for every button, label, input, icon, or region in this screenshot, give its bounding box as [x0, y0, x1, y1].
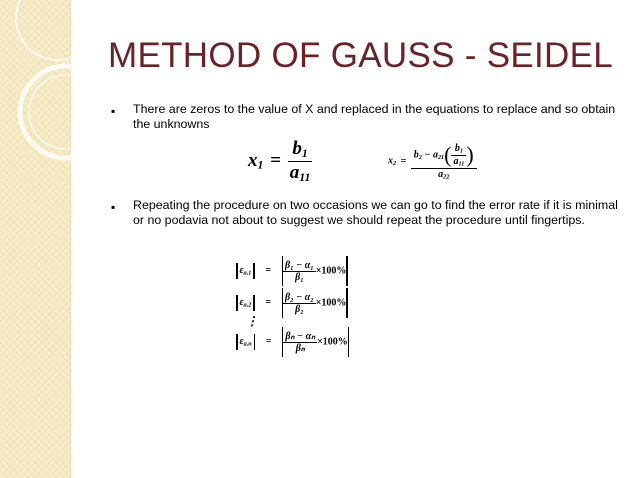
errn-fraction: [283, 331, 317, 354]
error-formula-n: [236, 327, 349, 357]
eq2-inner-num: b: [454, 142, 460, 154]
vertical-dots: ⋮: [246, 314, 258, 328]
eq2-inner-den: a: [453, 155, 459, 167]
eq2-den-sub: 22: [443, 173, 450, 181]
err1-num: β₁ − α₁: [285, 259, 314, 271]
eq2-b-sub: 2: [418, 153, 422, 161]
eq2-den: a: [438, 169, 444, 180]
eq1-num-sub: 1: [301, 146, 308, 160]
eq2-inner-num-sub: 1: [459, 147, 463, 155]
eq2-lhs: x: [388, 155, 393, 167]
err1-sub: a,1: [243, 269, 252, 277]
eq2-equals: =: [400, 155, 407, 167]
eq2-a: a: [432, 149, 438, 161]
bullet-marker: ▪: [111, 104, 116, 118]
eq2-minus: −: [424, 149, 431, 161]
eq2-fraction: [411, 142, 477, 181]
decorative-circles: [0, 0, 120, 200]
errn-equals: =: [265, 336, 272, 348]
eq2-left-paren: (: [444, 142, 452, 167]
err1-fraction: [283, 260, 316, 283]
err2-equals: =: [265, 297, 272, 309]
err2-num: β₂ − α₂: [285, 291, 314, 303]
error-formula-1: [236, 256, 348, 286]
err2-fraction: [283, 292, 316, 315]
eq2-inner-fraction: [451, 143, 466, 167]
eq1-equals: =: [270, 149, 281, 171]
err2-sub: a,2: [243, 301, 252, 309]
err1-equals: =: [265, 265, 272, 277]
errn-den: βₙ: [295, 342, 305, 354]
page-title: METHOD OF GAUSS - SEIDEL: [108, 36, 614, 75]
err2-pct: ×100%: [315, 297, 347, 309]
bullet-text-2: Repeating the procedure on two occasions we can go to find the error rate if it is minimal or no podavia not about to suggest we should repeat the procedure until fingertips.: [133, 198, 618, 227]
bullet-text-1: There are zeros to the value of X and replaced in the equations to replace and so obtain the unknowns: [133, 102, 616, 131]
eq1-den: a: [289, 161, 300, 183]
err2-den: β₂: [295, 303, 304, 315]
equation-x1: [248, 138, 312, 185]
err1-e: ε: [239, 265, 244, 277]
err1-den: β₁: [295, 271, 304, 283]
eq1-lhs-sub: 1: [257, 158, 264, 172]
eq2-a-sub: 21: [437, 153, 445, 161]
eq2-right-paren: ): [466, 142, 474, 167]
eq1-num: b: [292, 138, 302, 159]
err2-e: ε: [239, 297, 244, 309]
errn-num: βₙ − αₙ: [285, 330, 316, 342]
eq1-lhs: x: [248, 149, 258, 171]
errn-e: ε: [239, 336, 244, 348]
errn-pct: ×100%: [317, 336, 348, 348]
equation-x2: [388, 142, 477, 181]
eq2-lhs-sub: 2: [393, 160, 397, 168]
bullet-marker: ▪: [111, 200, 116, 214]
err1-pct: ×100%: [315, 265, 347, 277]
eq1-den-sub: 11: [299, 170, 311, 184]
eq1-fraction: [288, 138, 313, 185]
errn-sub: a,n: [243, 340, 252, 348]
eq2-b: b: [413, 149, 419, 161]
eq2-inner-den-sub: 11: [458, 160, 465, 168]
